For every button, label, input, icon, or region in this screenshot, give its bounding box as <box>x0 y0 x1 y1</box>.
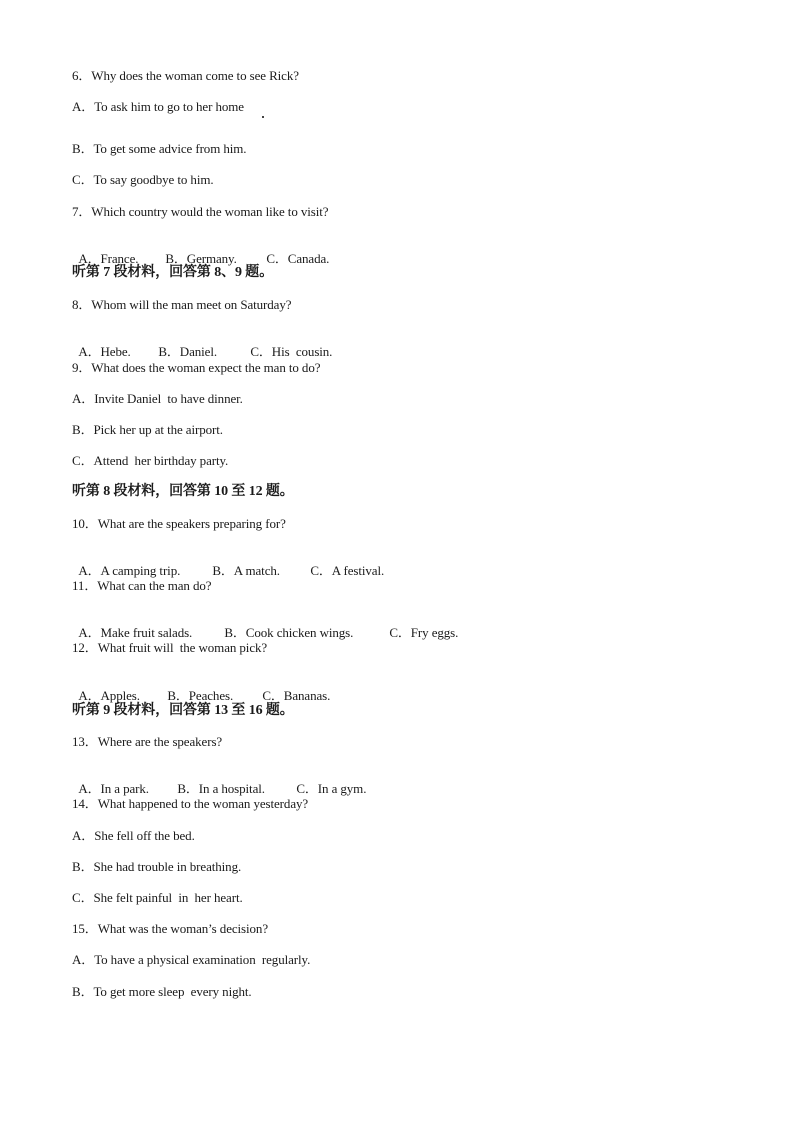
question-13-options <box>72 765 366 797</box>
question-6-option-c: C．To say goodbye to him. <box>72 172 214 187</box>
question-13-option-a: A．In a park. <box>78 781 149 796</box>
question-9-option-b: B．Pick her up at the airport. <box>72 422 223 437</box>
question-11-stem: 11．What can the man do? <box>72 578 212 593</box>
question-8-option-c: C．His cousin. <box>250 344 333 359</box>
question-13-option-c: C．In a gym. <box>296 781 367 796</box>
question-10-options <box>72 547 384 579</box>
question-11-options <box>72 609 458 641</box>
question-11-option-b: B．Cook chicken wings. <box>224 625 354 640</box>
question-9-option-c: C．Attend her birthday party. <box>72 453 229 468</box>
section-8-heading: 听第 8 段材料，回答第 10 至 12 题。 <box>72 484 294 499</box>
section-9-heading: 听第 9 段材料，回答第 13 至 16 题。 <box>72 703 294 718</box>
question-12-options <box>72 672 330 704</box>
question-13-option-b: B．In a hospital. <box>177 781 265 796</box>
question-8-options <box>72 328 332 360</box>
section-7-heading: 听第 7 段材料，回答第 8、9 题。 <box>72 265 274 280</box>
question-14-option-c: C．She felt painful in her heart. <box>72 890 243 905</box>
question-7-option-b: B．Germany. <box>165 251 237 266</box>
question-8-stem: 8．Whom will the man meet on Saturday? <box>72 297 292 312</box>
question-14-stem: 14．What happened to the woman yesterday? <box>72 796 309 811</box>
question-12-option-b: B．Peaches. <box>167 688 234 703</box>
question-7-stem: 7．Which country would the woman like to visit? <box>72 204 329 219</box>
question-15-stem: 15．What was the woman’s decision? <box>72 921 268 936</box>
question-12-option-a: A．Apples. <box>78 688 140 703</box>
question-9-stem: 9．What does the woman expect the man to do? <box>72 360 321 375</box>
question-10-stem: 10．What are the speakers preparing for? <box>72 516 286 531</box>
question-11-option-a: A．Make fruit salads. <box>78 625 193 640</box>
question-10-option-b: B．A match. <box>212 563 280 578</box>
question-7-option-a: A．France. <box>78 251 139 266</box>
question-10-option-a: A．A camping trip. <box>78 563 181 578</box>
question-7-option-c: C．Canada. <box>266 251 330 266</box>
question-15-option-a: A．To have a physical examination regularly. <box>72 952 311 967</box>
question-10-option-c: C．A festival. <box>310 563 385 578</box>
question-11-option-c: C．Fry eggs. <box>389 625 459 640</box>
question-14-option-b: B．She had trouble in breathing. <box>72 859 242 874</box>
question-6-stem: 6．Why does the woman come to see Rick? <box>72 68 299 83</box>
question-13-stem: 13．Where are the speakers? <box>72 734 223 749</box>
question-6-option-a: A．To ask him to go to her home <box>72 99 244 114</box>
question-8-option-a: A．Hebe. <box>78 344 131 359</box>
question-8-option-b: B．Daniel. <box>158 344 217 359</box>
question-15-option-b: B．To get more sleep every night. <box>72 984 252 999</box>
question-14-option-a: A．She fell off the bed. <box>72 828 195 843</box>
stray-dot <box>262 116 264 118</box>
question-12-stem: 12．What fruit will the woman pick? <box>72 640 268 655</box>
question-7-options <box>72 235 329 267</box>
question-12-option-c: C．Bananas. <box>262 688 331 703</box>
question-9-option-a: A．Invite Daniel to have dinner. <box>72 391 243 406</box>
question-6-option-b: B．To get some advice from him. <box>72 141 247 156</box>
